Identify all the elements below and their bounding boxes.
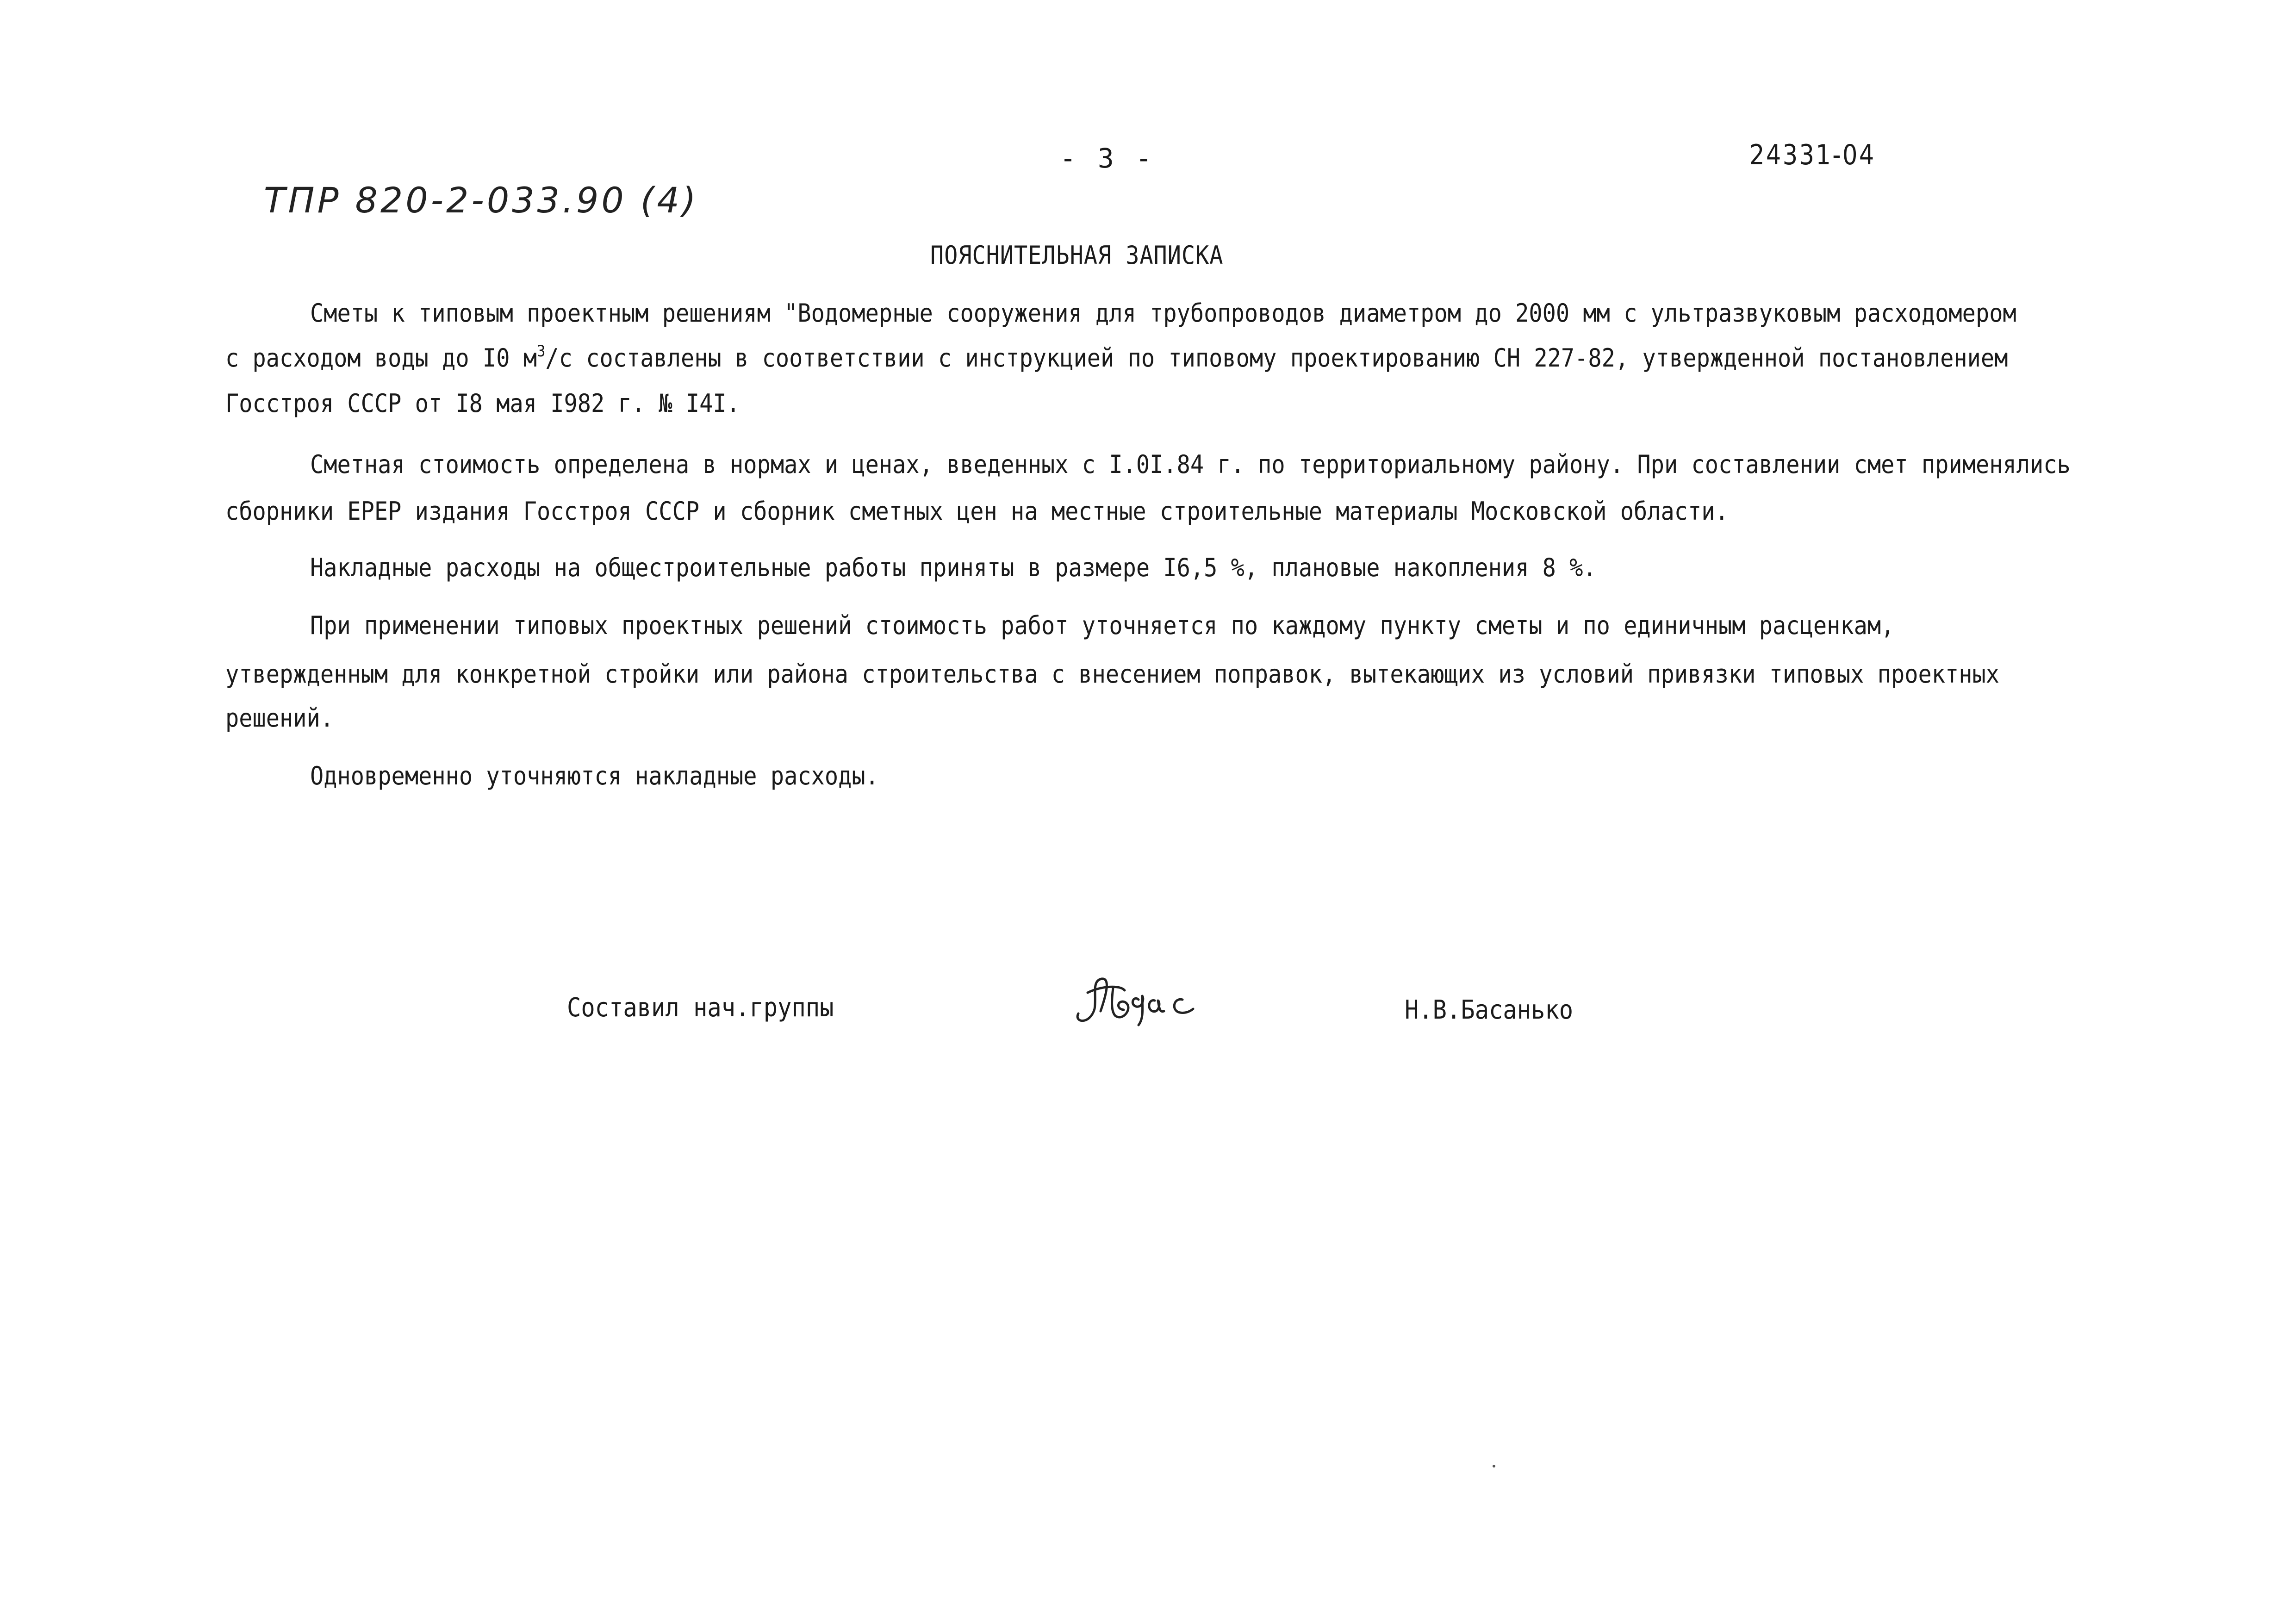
- signature-label: Составил нач.группы: [567, 993, 834, 1023]
- paragraph-1-line-2: [225, 343, 2008, 373]
- handwritten-reference: ТПР 820-2-033.90 (4): [264, 180, 699, 221]
- flow-rate-text: с расходом воды до I0 м: [225, 343, 537, 373]
- paragraph-2-line-2: сборники ЕРЕР издания Госстроя СССР и сборник сметных цен на местные строительные материалы Московской области.: [225, 497, 1729, 526]
- document-title: ПОЯСНИТЕЛЬНАЯ ЗАПИСКА: [930, 241, 1224, 270]
- paragraph-5-line-1: Одновременно уточняются накладные расходы.: [310, 761, 879, 790]
- paragraph-4-line-3: решений.: [225, 703, 334, 733]
- scan-speck: [1493, 1465, 1495, 1468]
- paragraph-4-line-2: утвержденным для конкретной стройки или района строительства с внесением поправок, вытекающих из условий привязки типовых проектных: [225, 659, 2000, 689]
- cubic-superscript: 3: [536, 342, 546, 361]
- paragraph-1-line-3: Госстроя СССР от I8 мая I982 г. № I4I.: [225, 389, 740, 418]
- handwritten-signature: [1069, 967, 1203, 1032]
- paragraph-1-line-1: Сметы к типовым проектным решениям "Водомерные сооружения для трубопроводов диаметром до 2000 мм с ультразвуковым расходомером: [310, 298, 2016, 328]
- signature-name: Н.В.Басанько: [1405, 995, 1574, 1025]
- paragraph-4-line-1: При применении типовых проектных решений стоимость работ уточняется по каждому пункту сметы и по единичным расценкам,: [310, 611, 1895, 640]
- document-code: 24331-04: [1749, 139, 1876, 171]
- paragraph-2-line-1: Сметная стоимость определена в нормах и ценах, введенных с I.0I.84 г. по территориальному району. При составлении смет применялись: [310, 450, 2071, 479]
- page-number: - 3 -: [1060, 143, 1155, 174]
- paragraph-1-line-2-rest: /с составлены в соответствии с инструкцией по типовому проектированию СН 227-82, утвержденной постановлением: [545, 343, 2008, 373]
- paragraph-3-line-1: Накладные расходы на общестроительные работы приняты в размере I6,5 %, плановые накопления 8 %.: [310, 553, 1597, 582]
